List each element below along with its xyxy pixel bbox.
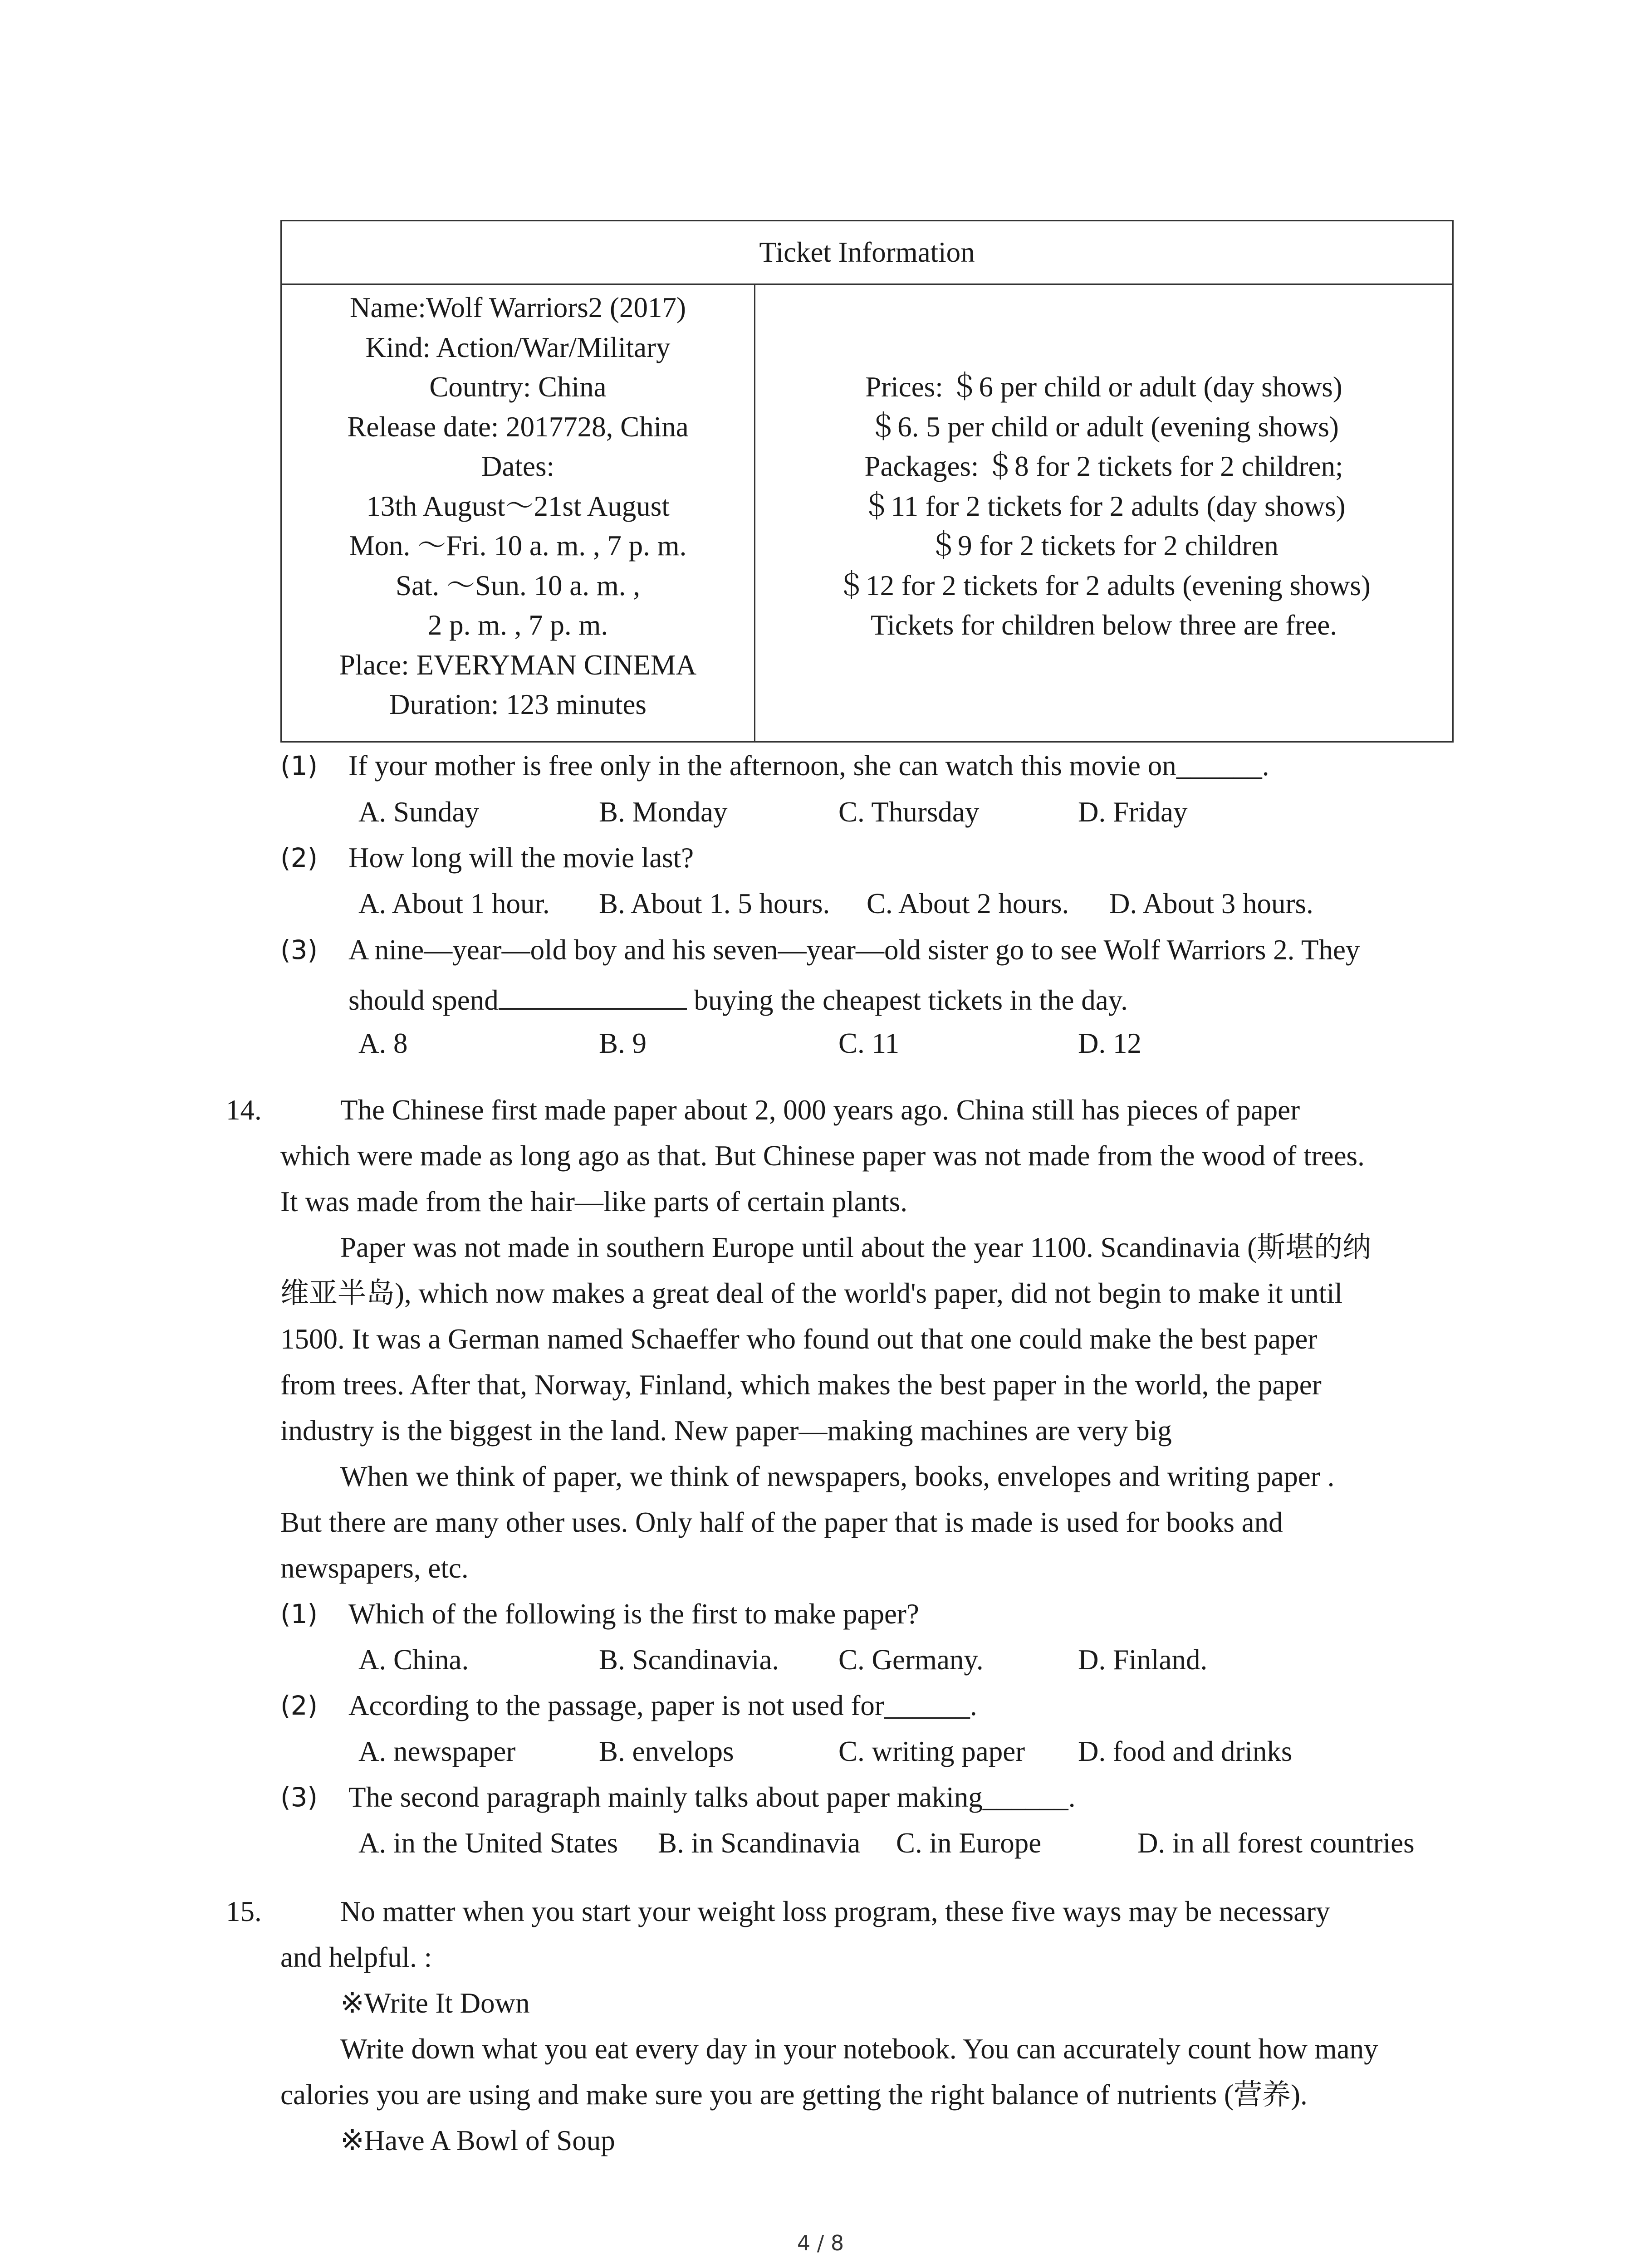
- passage-line: newspapers, etc.: [280, 1552, 469, 1584]
- ticket-movie-info-cell: [282, 284, 755, 741]
- option-d: D. in all forest countries: [1137, 1827, 1415, 1859]
- passage-line: 1500. It was a German named Schaeffer who found out that one could make the best paper: [280, 1323, 1318, 1355]
- movie-kind: Kind: Action/War/Military: [365, 331, 671, 363]
- question-text: Which of the following is the first to make paper?: [348, 1598, 919, 1630]
- passage-line: The Chinese first made paper about 2, 000 years ago. China still has pieces of paper: [340, 1094, 1300, 1126]
- option-c: C. Thursday: [838, 796, 980, 828]
- option-a: A. China.: [358, 1644, 469, 1676]
- ticket-prices-cell: [755, 284, 1452, 741]
- option-c: C. in Europe: [896, 1827, 1042, 1859]
- movie-weekend-times: Sat. ～Sun. 10 a. m. ,: [395, 569, 640, 601]
- option-d: D. Friday: [1078, 796, 1188, 828]
- movie-dates-label: Dates:: [481, 450, 554, 482]
- question-number: 15.: [226, 1896, 262, 1927]
- passage-line: 维亚半岛), which now makes a great deal of the world's paper, did not begin to make it until: [280, 1277, 1343, 1309]
- option-a: A. About 1 hour.: [358, 888, 550, 919]
- ticket-table-header: Ticket Information: [282, 221, 1452, 285]
- question-text-fragment: buying the cheapest tickets in the day.: [686, 984, 1128, 1016]
- passage-line: No matter when you start your weight loss program, these five ways may be necessary: [340, 1896, 1330, 1927]
- passage-line: and helpful. :: [280, 1941, 432, 1973]
- price-line: ＄9 for 2 tickets for 2 children: [929, 530, 1279, 562]
- question-text: How long will the movie last?: [348, 842, 694, 874]
- question-text: A nine—year—old boy and his seven—year—old sister go to see Wolf Warriors 2. They: [348, 934, 1360, 966]
- price-line: Prices: ＄6 per child or adult (day shows): [865, 371, 1342, 403]
- option-d: D. Finland.: [1078, 1644, 1208, 1676]
- option-c: C. writing paper: [838, 1735, 1025, 1767]
- option-c: C. 11: [838, 1027, 900, 1059]
- option-b: B. in Scandinavia: [658, 1827, 861, 1859]
- passage-line: Paper was not made in southern Europe until about the year 1100. Scandinavia (斯堪的纳: [340, 1232, 1372, 1263]
- question-number: (3): [280, 934, 318, 965]
- passage-line: industry is the biggest in the land. New paper—making machines are very big: [280, 1415, 1172, 1447]
- option-b: B. About 1. 5 hours.: [599, 888, 830, 919]
- option-d: D. About 3 hours.: [1109, 888, 1313, 919]
- page-number: 4 / 8: [797, 2231, 844, 2255]
- question-number: 14.: [226, 1094, 262, 1126]
- question-number: (2): [280, 842, 318, 873]
- option-d: D. food and drinks: [1078, 1735, 1293, 1767]
- option-c: C. Germany.: [838, 1644, 984, 1676]
- movie-name: Name:Wolf Warriors2 (2017): [350, 292, 686, 323]
- movie-duration: Duration: 123 minutes: [389, 689, 647, 720]
- price-line: Packages: ＄8 for 2 tickets for 2 children;: [864, 450, 1343, 482]
- passage-line: It was made from the hair—like parts of certain plants.: [280, 1186, 908, 1217]
- option-b: B. Scandinavia.: [599, 1644, 779, 1676]
- ticket-table: [280, 220, 1454, 743]
- option-a: A. Sunday: [358, 796, 479, 828]
- option-b: B. Monday: [599, 796, 728, 828]
- passage-line: Write down what you eat every day in your notebook. You can accurately count how many: [340, 2033, 1378, 2065]
- movie-release-date: Release date: 2017728, China: [347, 411, 689, 443]
- movie-country: Country: China: [429, 371, 607, 403]
- option-c: C. About 2 hours.: [867, 888, 1069, 919]
- movie-place: Place: EVERYMAN CINEMA: [339, 649, 697, 681]
- price-line: ＄11 for 2 tickets for 2 adults (day shows): [862, 490, 1346, 522]
- option-b: B. envelops: [599, 1735, 734, 1767]
- option-a: A. in the United States: [358, 1827, 618, 1859]
- option-a: A. 8: [358, 1027, 408, 1059]
- option-a: A. newspaper: [358, 1735, 516, 1767]
- movie-dates-range: 13th August～21st August: [366, 490, 670, 522]
- question-text-line2: [348, 976, 1128, 1023]
- question-text: If your mother is free only in the afternoon, she can watch this movie on______.: [348, 750, 1269, 782]
- price-line: Tickets for children below three are free.: [871, 609, 1337, 641]
- answer-blank: [499, 976, 687, 1010]
- passage-line: from trees. After that, Norway, Finland, which makes the best paper in the world, the paper: [280, 1369, 1322, 1401]
- question-text-fragment: should spend: [348, 984, 499, 1016]
- question-number: (2): [280, 1690, 318, 1721]
- movie-weekend-times-cont: 2 p. m. , 7 p. m.: [427, 609, 608, 641]
- passage-line: calories you are using and make sure you are getting the right balance of nutrients (营养).: [280, 2079, 1308, 2111]
- question-text: According to the passage, paper is not used for______.: [348, 1690, 977, 1721]
- section-heading: ※Have A Bowl of Soup: [340, 2125, 615, 2156]
- price-line: ＄12 for 2 tickets for 2 adults (evening shows): [837, 569, 1371, 601]
- question-number: (1): [280, 1598, 318, 1629]
- passage-line: which were made as long ago as that. But Chinese paper was not made from the wood of trees.: [280, 1140, 1365, 1172]
- passage-line: But there are many other uses. Only half of the paper that is made is used for books and: [280, 1506, 1283, 1538]
- price-line: ＄6. 5 per child or adult (evening shows): [869, 411, 1339, 443]
- passage-line: When we think of paper, we think of newspapers, books, envelopes and writing paper .: [340, 1461, 1335, 1492]
- question-number: (3): [280, 1782, 318, 1813]
- section-heading: ※Write It Down: [340, 1987, 530, 2019]
- option-b: B. 9: [599, 1027, 647, 1059]
- option-d: D. 12: [1078, 1027, 1141, 1059]
- question-number: (1): [280, 750, 318, 781]
- movie-weekday-times: Mon. ～Fri. 10 a. m. , 7 p. m.: [349, 530, 687, 562]
- question-text: The second paragraph mainly talks about paper making______.: [348, 1781, 1076, 1813]
